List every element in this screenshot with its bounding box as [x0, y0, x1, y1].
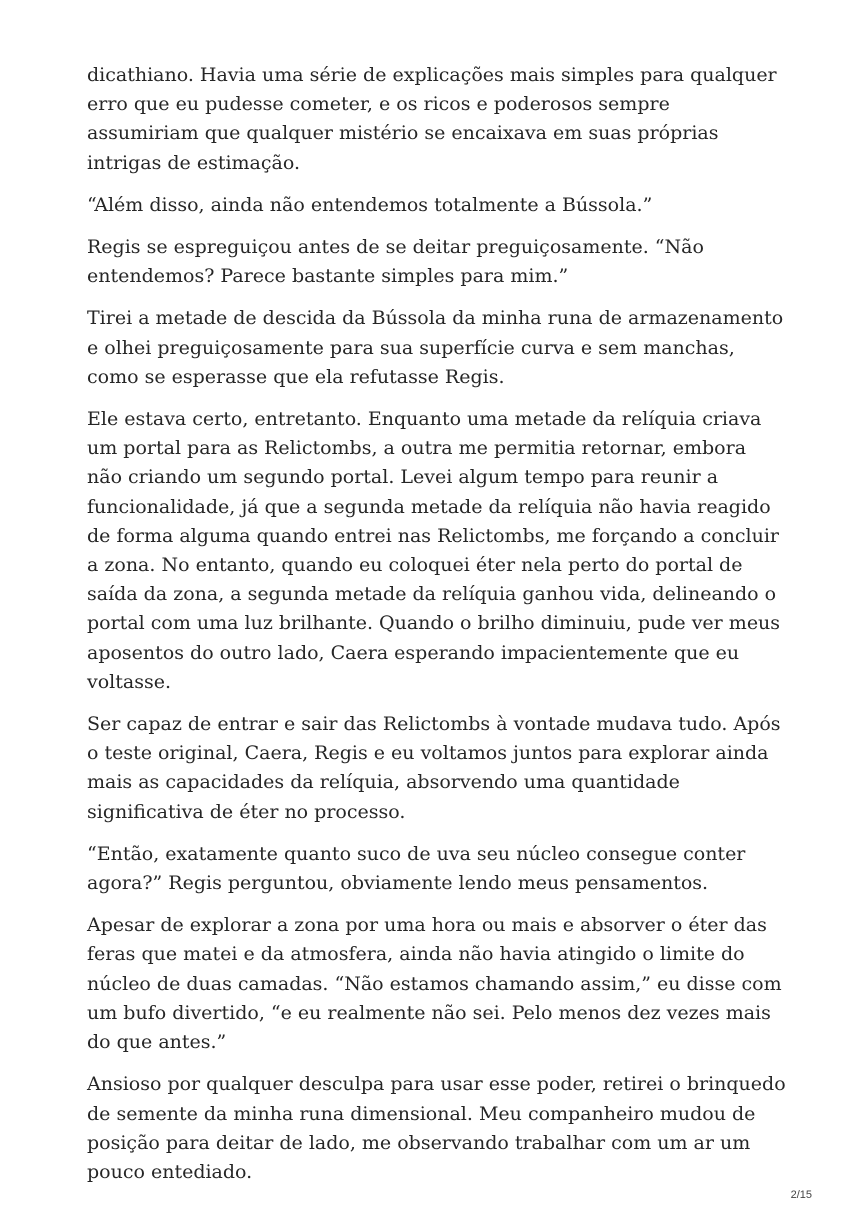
- paragraph: dicathiano. Havia uma série de explicações mais simples para qualquer erro que eu pudesse cometer, e os ricos e poderosos sempre assumiriam que qualquer mistério se encaixava em suas próprias intrigas de estimação.: [87, 64, 777, 174]
- paragraph: Tirei a metade de descida da Bússola da minha runa de armazenamento e olhei preguiçosamente para sua superfície curva e sem manchas, como se esperasse que ela refutasse Regis.: [87, 307, 784, 388]
- paragraph: Ansioso por qualquer desculpa para usar esse poder, retirei o brinquedo de semente da minha runa dimensional. Meu companheiro mudou de posição para deitar de lado, me observando trabalhar com um ar um pouco entediado.: [87, 1073, 786, 1183]
- paragraph: “Então, exatamente quanto suco de uva seu núcleo consegue conter agora?” Regis perguntou, obviamente lendo meus pensamentos.: [87, 842, 746, 895]
- page-number: 2/15: [790, 1189, 812, 1201]
- paragraph: Ele estava certo, entretanto. Enquanto uma metade da relíquia criava um portal para as Relictombs, a outra me permitia retornar, embora não criando um segundo portal. Levei algum tempo para reunir a funcionalidade, já que a segunda metade da relíquia não havia reagido de forma alguma quando entrei nas Relictombs, me forçando a concluir a zona. No entanto, quando eu coloquei éter nela perto do portal de saída da zona, a segunda metade da relíquia ganhou vida, delineando o portal com uma luz brilhante. Quando o brilho diminuiu, pude ver meus aposentos do outro lado, Caera esperando impacientemente que eu voltasse.: [87, 408, 781, 693]
- document-body: [87, 61, 787, 1200]
- paragraph: Ser capaz de entrar e sair das Relictombs à vontade mudava tudo. Após o teste original, Caera, Regis e eu voltamos juntos para explorar ainda mais as capacidades da relíquia, absorvendo uma quantidade significativa de éter no processo.: [87, 713, 781, 823]
- paragraph: “Além disso, ainda não entendemos totalmente a Bússola.”: [87, 193, 653, 216]
- paragraph: Apesar de explorar a zona por uma hora ou mais e absorver o éter das feras que matei e da atmosfera, ainda não havia atingido o limite do núcleo de duas camadas. “Não estamos chamando assim,” eu disse com um bufo divertido, “e eu realmente não sei. Pelo menos dez vezes mais do que antes.”: [87, 914, 782, 1054]
- paragraph: Regis se espreguiçou antes de se deitar preguiçosamente. “Não entendemos? Parece bastante simples para mim.”: [87, 236, 704, 288]
